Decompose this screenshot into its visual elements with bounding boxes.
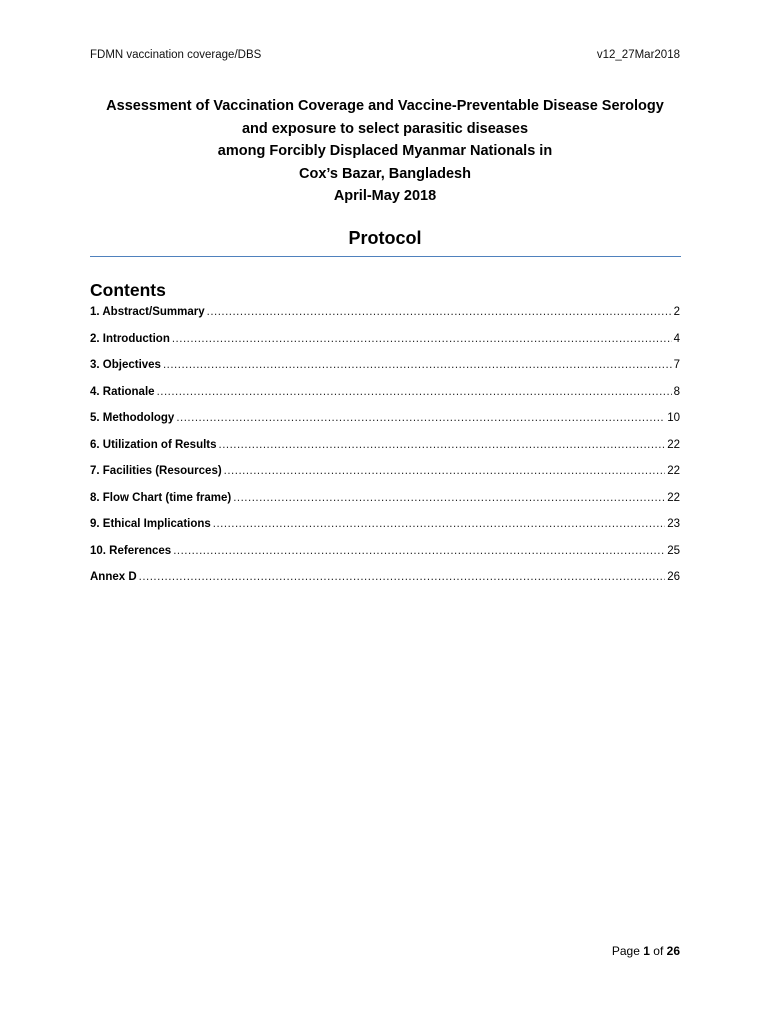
toc-dot-leader xyxy=(233,492,665,504)
toc-entry-methodology[interactable] xyxy=(90,412,680,439)
toc-entry-ethical[interactable] xyxy=(90,518,680,545)
toc-entry-page: 8 xyxy=(673,385,680,398)
total-pages-number: 26 xyxy=(666,944,680,958)
toc-entry-label: 6. Utilization of Results xyxy=(90,438,217,451)
toc-entry-page: 23 xyxy=(667,518,680,530)
toc-entry-page: 10 xyxy=(667,412,680,424)
document-title xyxy=(60,95,710,208)
header-left-text: FDMN vaccination coverage/DBS xyxy=(90,49,262,61)
toc-entry-label: 10. References xyxy=(90,544,172,557)
toc-dot-leader xyxy=(207,306,672,318)
toc-dot-leader xyxy=(224,465,666,477)
toc-entry-label: 1. Abstract/Summary xyxy=(90,306,205,318)
current-page-number: 1 xyxy=(643,944,650,958)
toc-entry-flow-chart[interactable] xyxy=(90,492,680,519)
toc-entry-objectives[interactable] xyxy=(90,359,680,386)
toc-dot-leader xyxy=(173,545,665,557)
page-number-footer xyxy=(612,944,680,958)
of-word: of xyxy=(653,944,664,958)
title-line: April-May 2018 xyxy=(333,188,437,204)
toc-entry-label: 7. Facilities (Resources) xyxy=(90,465,222,477)
toc-entry-page: 22 xyxy=(667,491,680,504)
title-line: Assessment of Vaccination Coverage and Vaccine-Preventable Disease Serology xyxy=(106,98,664,114)
page-word: Page xyxy=(611,944,640,958)
toc-dot-leader xyxy=(219,439,666,451)
toc-entry-page: 22 xyxy=(667,465,680,477)
toc-entry-page: 26 xyxy=(667,571,680,583)
toc-entry-label: 5. Methodology xyxy=(90,412,175,424)
toc-dot-leader xyxy=(157,386,672,398)
protocol-heading: Protocol xyxy=(348,228,422,248)
toc-entry-label: 2. Introduction xyxy=(90,332,170,345)
toc-entry-introduction[interactable] xyxy=(90,333,680,360)
toc-entry-page: 4 xyxy=(673,332,680,345)
toc-dot-leader xyxy=(213,518,665,530)
toc-entry-label: 3. Objectives xyxy=(90,359,161,371)
toc-entry-rationale[interactable] xyxy=(90,386,680,413)
toc-entry-label: 9. Ethical Implications xyxy=(90,518,211,530)
toc-entry-page: 2 xyxy=(673,306,680,318)
title-line: among Forcibly Displaced Myanmar Nationals in xyxy=(217,143,553,159)
table-of-contents xyxy=(90,306,680,598)
toc-entry-page: 22 xyxy=(667,438,680,451)
title-line: Cox’s Bazar, Bangladesh xyxy=(299,165,471,182)
heading-divider xyxy=(90,256,681,257)
toc-entry-label: 4. Rationale xyxy=(90,385,155,398)
toc-dot-leader xyxy=(172,333,672,345)
toc-entry-label: Annex D xyxy=(90,571,137,583)
toc-entry-annex-d[interactable] xyxy=(90,571,680,598)
header-version-text: v12_27Mar2018 xyxy=(596,49,680,61)
toc-dot-leader xyxy=(163,359,672,371)
toc-entry-page: 25 xyxy=(667,544,680,557)
toc-dot-leader xyxy=(176,412,665,424)
toc-entry-abstract[interactable] xyxy=(90,306,680,333)
contents-heading: Contents xyxy=(90,280,166,300)
toc-entry-facilities[interactable] xyxy=(90,465,680,492)
toc-dot-leader xyxy=(139,571,666,583)
toc-entry-page: 7 xyxy=(673,359,680,371)
toc-entry-label: 8. Flow Chart (time frame) xyxy=(90,491,232,504)
title-line: and exposure to select parasitic diseases xyxy=(241,120,529,137)
toc-entry-references[interactable] xyxy=(90,545,680,572)
toc-entry-utilization[interactable] xyxy=(90,439,680,466)
